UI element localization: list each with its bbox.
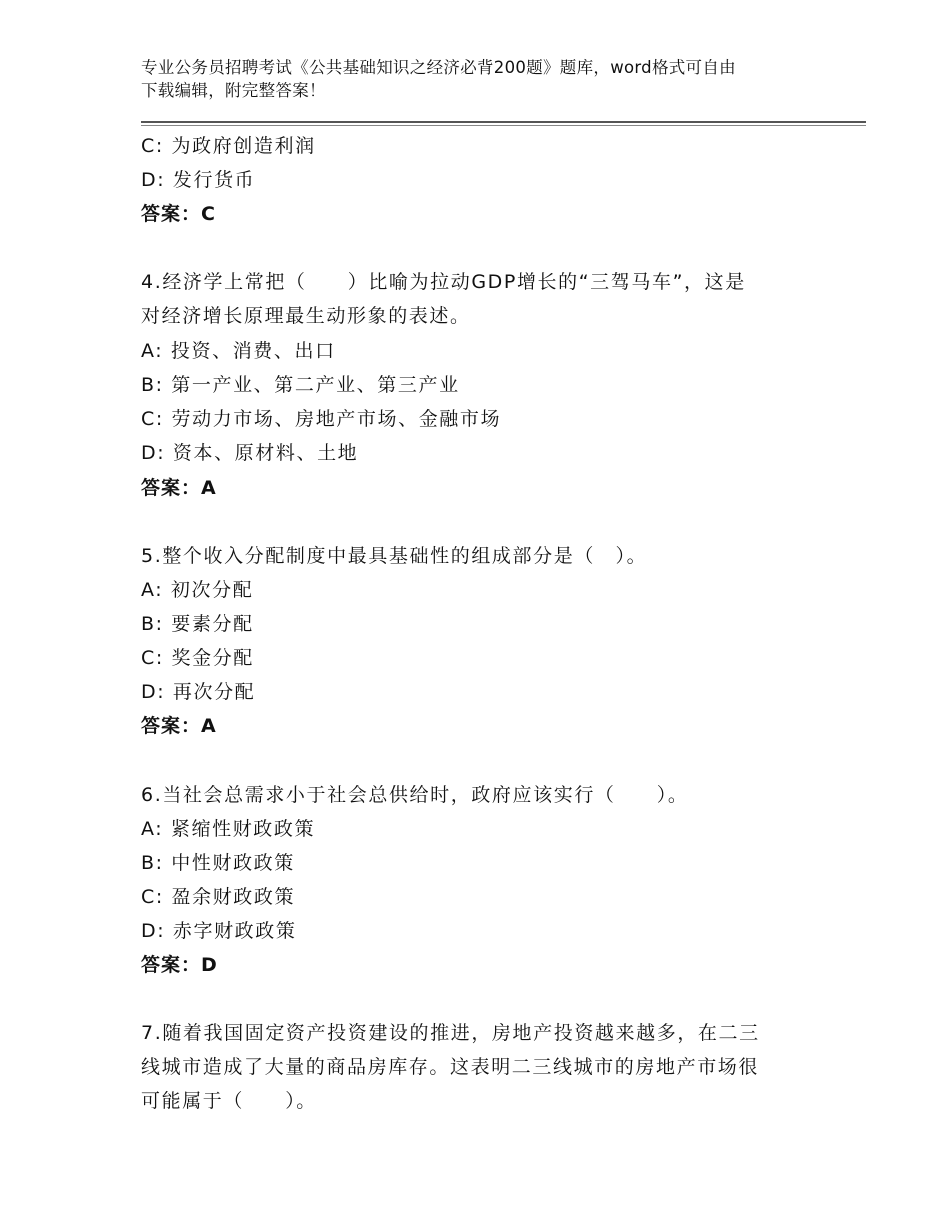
question-7-line-2: 线城市造成了大量的商品房库存。这表明二三线城市的房地产市场很 — [141, 1056, 760, 1078]
question-7-line-1: 7.随着我国固定资产投资建设的推进，房地产投资越来越多，在二三 — [141, 1022, 760, 1044]
question-4-option-d: D: 资本、原材料、土地 — [141, 442, 359, 464]
question-6-line-1: 6.当社会总需求小于社会总供给时，政府应该实行（ ）。 — [141, 784, 689, 806]
question-5-option-b: B: 要素分配 — [141, 613, 254, 635]
question-6-option-c: C: 盈余财政政策 — [141, 886, 296, 908]
question-4-option-c: C: 劳动力市场、房地产市场、金融市场 — [141, 408, 502, 430]
question-5-option-c: C: 奖金分配 — [141, 647, 254, 669]
question-5-answer: 答案：A — [141, 715, 217, 737]
question-7-line-3: 可能属于（ ）。 — [141, 1090, 317, 1112]
question-4-answer: 答案：A — [141, 477, 217, 499]
question-4-option-a: A: 投资、消费、出口 — [141, 340, 336, 362]
question-5-line-1: 5.整个收入分配制度中最具基础性的组成部分是（ ）。 — [141, 545, 648, 567]
page-header — [141, 56, 821, 102]
question-5-option-d: D: 再次分配 — [141, 681, 256, 703]
question-5-option-a: A: 初次分配 — [141, 579, 254, 601]
question-6-option-d: D: 赤字财政政策 — [141, 920, 297, 942]
header-line-2: 下载编辑，附完整答案！ — [141, 81, 326, 100]
header-line-1: 专业公务员招聘考试《公共基础知识之经济必背200题》题库，word格式可自由 — [141, 58, 736, 77]
question-4-option-b: B: 第一产业、第二产业、第三产业 — [141, 374, 460, 396]
answer: 答案：C — [141, 203, 216, 225]
option-c: C: 为政府创造利润 — [141, 135, 316, 157]
question-6-answer: 答案：D — [141, 954, 218, 976]
option-d: D: 发行货币 — [141, 169, 256, 191]
question-6-option-b: B: 中性财政政策 — [141, 852, 295, 874]
question-6-option-a: A: 紧缩性财政政策 — [141, 818, 316, 840]
question-4-line-2: 对经济增长原理最生动形象的表述。 — [141, 305, 471, 327]
header-rule-thick — [141, 121, 866, 123]
question-4-line-1: 4.经济学上常把（ ）比喻为拉动GDP增长的“三驾马车”，这是 — [141, 271, 746, 293]
header-rule-thin — [141, 125, 866, 126]
